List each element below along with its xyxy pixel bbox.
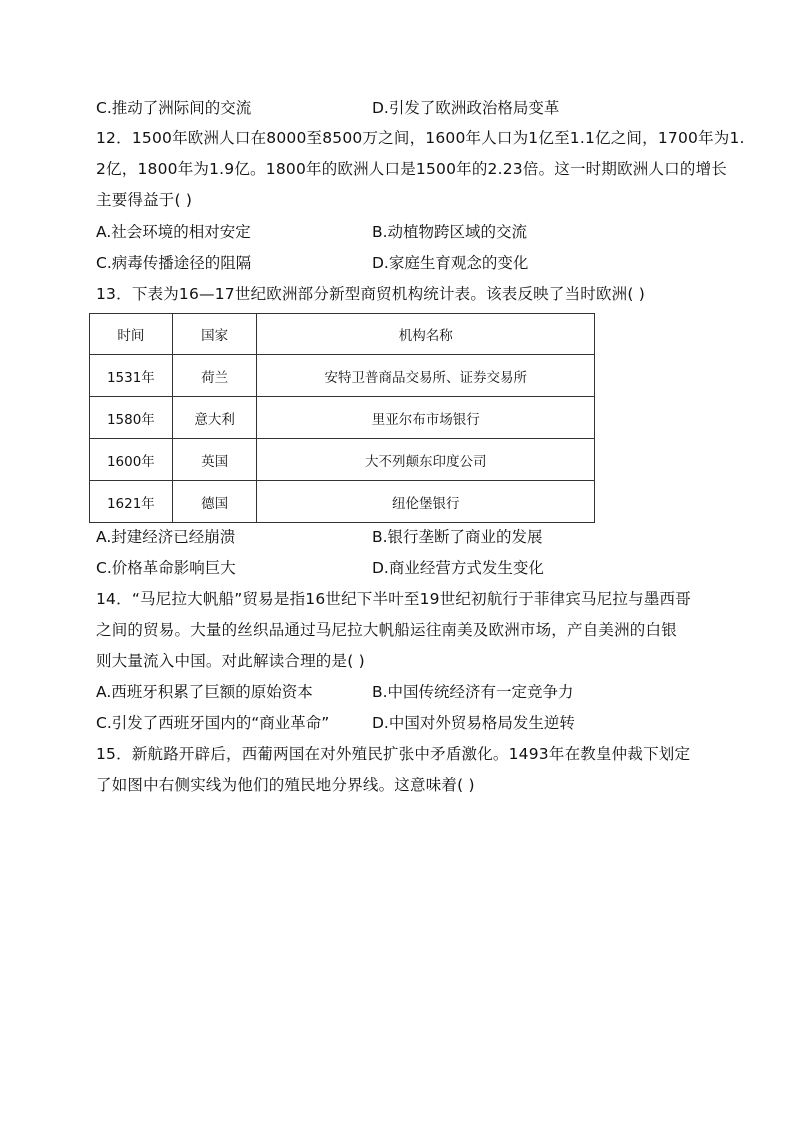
table-cell-institution: 大不列颠东印度公司 (257, 439, 595, 481)
q15-stem-line-2: 了如图中右侧实线为他们的殖民地分界线。这意味着( ) (96, 776, 475, 794)
q15-stem-line-1: 15．新航路开辟后，西葡两国在对外殖民扩张中矛盾激化。1493年在教皇仲裁下划定 (96, 745, 691, 763)
table-row (90, 355, 595, 397)
table-cell-year: 1531年 (90, 355, 173, 397)
table-cell-country: 英国 (172, 439, 257, 481)
table-row (90, 481, 595, 523)
q12-option-c[interactable]: C.病毒传播途径的阻隔 (96, 254, 252, 272)
q13-stem: 13．下表为16—17世纪欧洲部分新型商贸机构统计表。该表反映了当时欧洲( ) (96, 285, 645, 303)
table-header-time: 时间 (90, 314, 173, 355)
table-header-institution: 机构名称 (257, 314, 595, 355)
q14-option-a[interactable]: A.西班牙积累了巨额的原始资本 (96, 683, 313, 701)
q14-option-c[interactable]: C.引发了西班牙国内的“商业革命” (96, 714, 330, 732)
q11-option-d[interactable]: D.引发了欧洲政治格局变革 (372, 99, 560, 117)
q14-stem-line-3: 则大量流入中国。对此解读合理的是( ) (96, 652, 365, 670)
q14-option-d[interactable]: D.中国对外贸易格局发生逆转 (372, 714, 575, 732)
q12-stem-line-3: 主要得益于( ) (96, 191, 193, 209)
table-header-country: 国家 (172, 314, 257, 355)
q14-stem-line-2: 之间的贸易。大量的丝织品通过马尼拉大帆船运往南美及欧洲市场，产自美洲的白银 (96, 621, 677, 639)
table-cell-year: 1600年 (90, 439, 173, 481)
table-row (90, 439, 595, 481)
q13-option-d[interactable]: D.商业经营方式发生变化 (372, 559, 544, 577)
table-cell-institution: 纽伦堡银行 (257, 481, 595, 523)
table-cell-institution: 安特卫普商品交易所、证券交易所 (257, 355, 595, 397)
q11-option-c[interactable]: C.推动了洲际间的交流 (96, 99, 252, 117)
q14-option-b[interactable]: B.中国传统经济有一定竞争力 (372, 683, 574, 701)
q14-stem-line-1: 14．“马尼拉大帆船”贸易是指16世纪下半叶至19世纪初航行于菲律宾马尼拉与墨西哥 (96, 590, 691, 608)
q13-option-b[interactable]: B.银行垄断了商业的发展 (372, 528, 543, 546)
q13-option-a[interactable]: A.封建经济已经崩溃 (96, 528, 236, 546)
table-cell-year: 1580年 (90, 397, 173, 439)
q12-stem-line-1: 12．1500年欧洲人口在8000至8500万之间，1600年人口为1亿至1.1亿之间，1700年为1. (96, 129, 745, 147)
q13-option-c[interactable]: C.价格革命影响巨大 (96, 559, 236, 577)
table-cell-country: 荷兰 (172, 355, 257, 397)
table-cell-institution: 里亚尔布市场银行 (257, 397, 595, 439)
table-header-row (90, 314, 595, 355)
q13-table (89, 313, 595, 523)
table-row (90, 397, 595, 439)
table-cell-year: 1621年 (90, 481, 173, 523)
table-cell-country: 意大利 (172, 397, 257, 439)
q12-stem-line-2: 2亿，1800年为1.9亿。1800年的欧洲人口是1500年的2.23倍。这一时期欧洲人口的增长 (96, 160, 727, 178)
table-cell-country: 德国 (172, 481, 257, 523)
q12-option-d[interactable]: D.家庭生育观念的变化 (372, 254, 529, 272)
q12-option-a[interactable]: A.社会环境的相对安定 (96, 223, 251, 241)
q12-option-b[interactable]: B.动植物跨区域的交流 (372, 223, 528, 241)
